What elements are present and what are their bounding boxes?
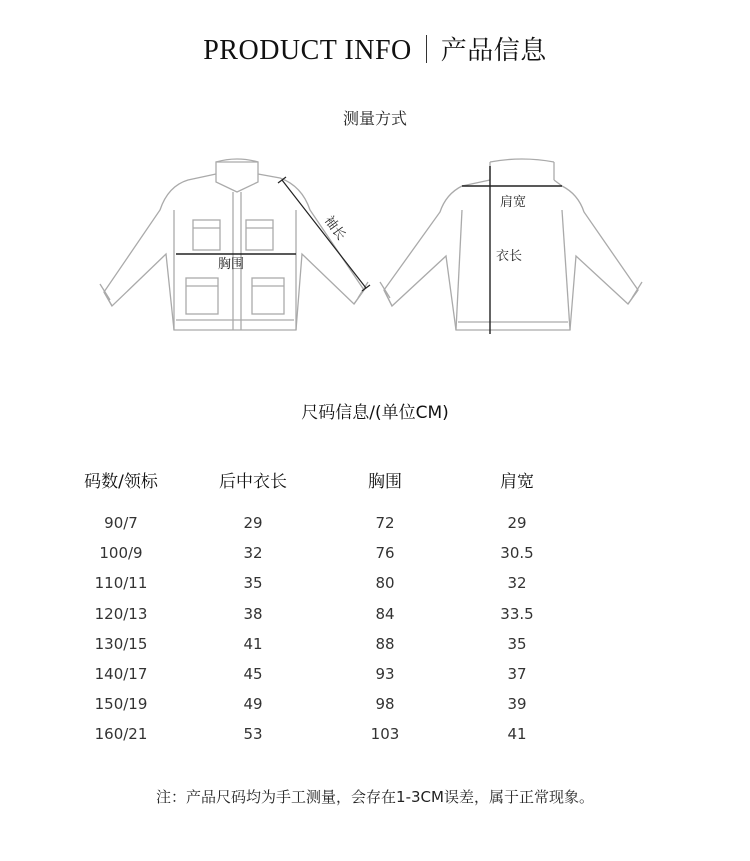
column-header-chest: 胸围 [368, 472, 402, 492]
column-header-length: 后中衣长 [219, 472, 287, 492]
shoulder-cell: 30.5 [500, 544, 534, 563]
table-row [0, 512, 750, 542]
length-cell: 32 [243, 544, 263, 563]
shoulder-cell: 37 [507, 664, 527, 683]
sleeve-label: 袖长 [320, 213, 349, 244]
shoulder-cell: 41 [507, 725, 527, 744]
table-row [0, 572, 750, 602]
chest-cell: 84 [375, 604, 395, 623]
size-cell: 110/11 [94, 574, 148, 593]
chest-cell: 80 [375, 574, 395, 593]
table-row [0, 663, 750, 693]
table-row [0, 723, 750, 753]
title-divider [426, 35, 427, 63]
size-info-title: 尺码信息/(单位CM) [301, 403, 449, 423]
size-cell: 130/15 [94, 634, 148, 653]
chest-cell: 98 [375, 695, 395, 714]
table-row [0, 633, 750, 663]
chest-cell: 76 [375, 544, 395, 563]
column-header-size: 码数/领标 [84, 472, 158, 492]
length-cell: 45 [243, 664, 263, 683]
chest-cell: 103 [370, 725, 400, 744]
length-label: 衣长 [496, 249, 523, 264]
length-cell: 53 [243, 725, 263, 744]
shoulder-label: 肩宽 [500, 195, 527, 210]
column-header-shoulder: 肩宽 [500, 472, 534, 492]
measurement-title: 测量方式 [342, 109, 407, 128]
length-cell: 38 [243, 604, 263, 623]
title-english: PRODUCT INFO [203, 35, 412, 66]
size-cell: 150/19 [94, 695, 148, 714]
size-cell: 120/13 [94, 604, 148, 623]
shoulder-cell: 29 [507, 514, 527, 532]
page-title [0, 30, 750, 67]
length-cell: 41 [243, 634, 263, 653]
shoulder-cell: 32 [507, 574, 527, 593]
size-cell: 100/9 [99, 544, 143, 563]
shoulder-cell: 39 [507, 695, 527, 714]
chest-cell: 93 [375, 664, 395, 683]
length-cell: 35 [243, 574, 263, 593]
shoulder-cell: 35 [507, 634, 527, 653]
measurement-diagram [0, 150, 750, 350]
sleeve-measure-line [282, 180, 366, 288]
length-cell: 49 [243, 695, 263, 714]
table-row [0, 603, 750, 633]
size-cell: 90/7 [104, 514, 138, 532]
chest-label: 胸围 [218, 257, 245, 272]
jacket-front-illustration [100, 159, 368, 330]
length-cell: 29 [243, 514, 263, 532]
table-row [0, 542, 750, 572]
size-cell: 160/21 [94, 725, 148, 744]
table-row [0, 693, 750, 723]
jacket-back-illustration [380, 159, 642, 330]
shoulder-cell: 33.5 [500, 604, 534, 623]
size-cell: 140/17 [94, 664, 148, 683]
title-chinese: 产品信息 [440, 36, 547, 66]
chest-cell: 88 [375, 634, 395, 653]
size-table [0, 512, 750, 754]
measurement-note: 注：产品尺码均为手工测量，会存在1-3CM误差，属于正常现象。 [156, 788, 594, 806]
chest-cell: 72 [375, 514, 395, 532]
